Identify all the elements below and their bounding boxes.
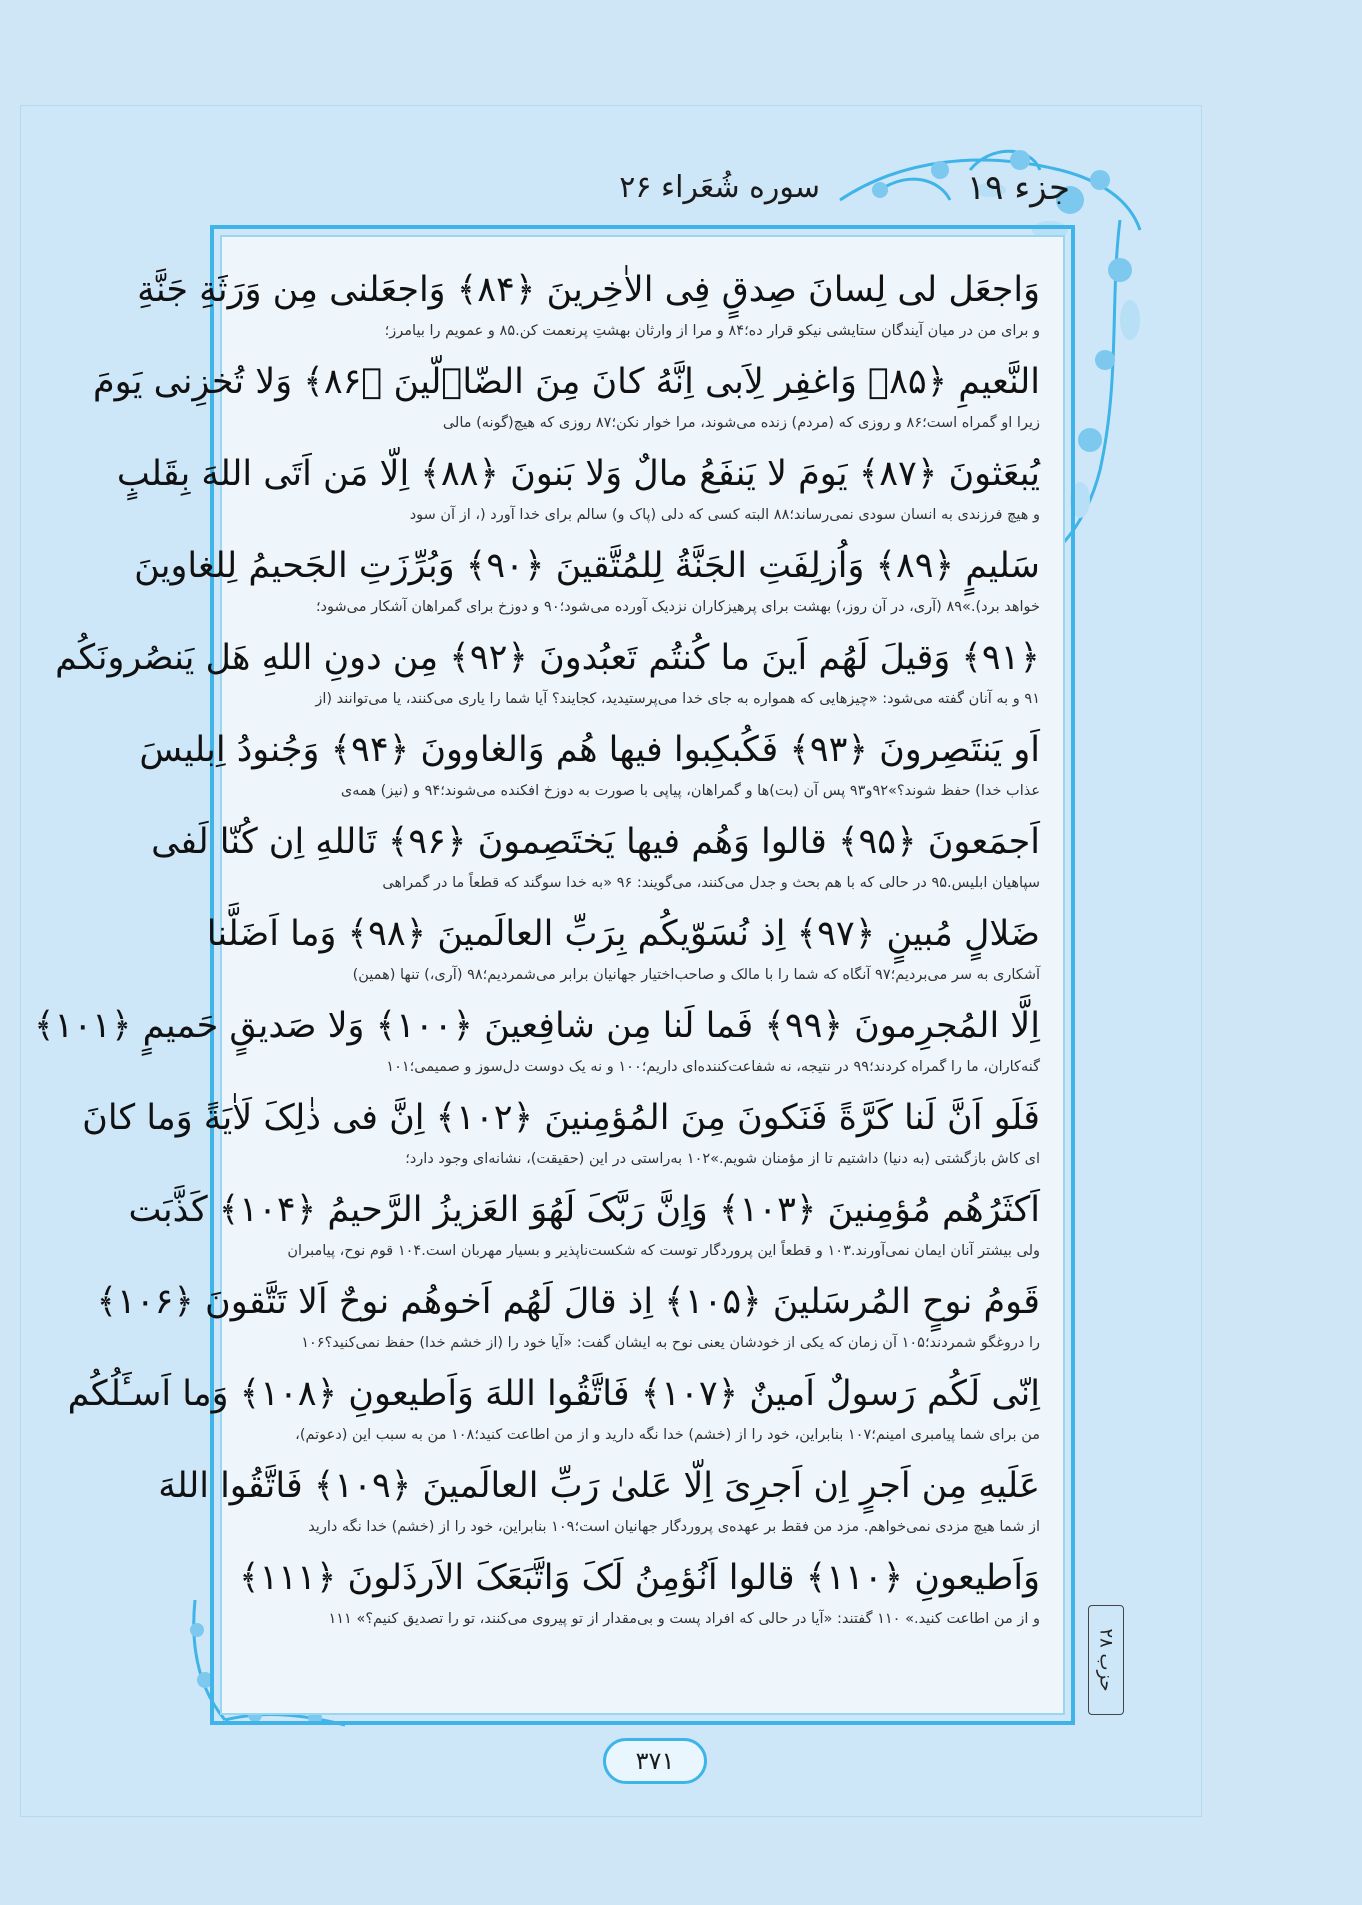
translation-text: ولی بیشتر آنان ایمان نمی‌آورند.۱۰۳ و قطعاً این پروردگار توست که شکست‌ناپذیر و بسیار مهربان است.۱۰۴ قوم نوح، پیامبران (287, 1243, 1040, 1259)
translation-text: را دروغگو شمردند؛۱۰۵ آن زمان که یکی از خودشان یعنی نوح به ایشان گفت: «آیا خود را (از خشم خدا) حفظ نمی‌کنید؟۱۰۶ (301, 1335, 1040, 1351)
verse-line (158, 1458, 1040, 1550)
verse-line (96, 1274, 1040, 1366)
page-number: ۳۷۱ (603, 1738, 707, 1784)
ayah-text: وَاَطیعونِ ﴿۱۱۰﴾ قالوا اَنُؤمِنُ لَکَ وَاتَّبَعَکَ الاَرذَلونَ ﴿۱۱۱﴾ (238, 1558, 1040, 1598)
translation-text: خواهد برد).»۸۹ (آری، در آن روز،) بهشت برای پرهیزکاران نزدیک آورده می‌شود؛۹۰ و دوزخ برای گمراهان آشکار می‌شود؛ (315, 599, 1040, 615)
translation-text: و برای من در میان آیندگان ستایشی نیکو قرار ده؛۸۴ و مرا از وارثان بهشتِ پرنعمت کن.۸۵ و عمویم را بیامرز؛ (384, 323, 1040, 339)
hizb-label: حزب ۲۸ (1095, 1628, 1117, 1692)
quran-text-block (34, 262, 1040, 1642)
translation-text: ای کاش بازگشتی (به دنیا) داشتیم تا از مؤمنان شویم.»۱۰۲ به‌راستی در این (حقیقت)، نشانه‌ای وجود دارد؛ (405, 1151, 1040, 1167)
ayah-text: سَلیمٍ ﴿۸۹﴾ وَاُزلِفَتِ الجَنَّةُ لِلمُتَّقینَ ﴿۹۰﴾ وَبُرِّزَتِ الجَحیمُ لِلغاوینَ (134, 546, 1040, 586)
verse-line (128, 1182, 1040, 1274)
verse-line (93, 354, 1040, 446)
ayah-text: اِنّی لَکُم رَسولٌ اَمینٌ ﴿۱۰۷﴾ فَاتَّقُوا اللهَ وَاَطیعونِ ﴿۱۰۸﴾ وَما اَسـَٔلُکُم (67, 1374, 1040, 1414)
verse-line (67, 1366, 1040, 1458)
verse-line (34, 998, 1040, 1090)
ayah-text: یُبعَثونَ ﴿۸۷﴾ یَومَ لا یَنفَعُ مالٌ وَلا بَنونَ ﴿۸۸﴾ اِلّا مَن اَتَی اللهَ بِقَلبٍ (116, 454, 1040, 494)
ayah-text: اَو یَنتَصِرونَ ﴿۹۳﴾ فَکُبکِبوا فیها هُم وَالغاوونَ ﴿۹۴﴾ وَجُنودُ اِبلیسَ (139, 730, 1040, 770)
translation-text: عذاب خدا) حفظ شوند؟»۹۲و۹۳ پس آن (بت)ها و گمراهان، پیاپی با صورت به دوزخ افکنده می‌شوند؛۹۴ و (نیز) همه‌ی (340, 783, 1040, 799)
translation-text: من برای شما پیامبری امینم؛۱۰۷ بنابراین، خود را از (خشم) خدا نگه دارید و از من اطاعت کنید؛۱۰۸ من به سبب این (دعوتم)، (295, 1427, 1040, 1443)
verse-line (238, 1550, 1040, 1642)
surah-label: سوره شُعَراء ۲۶ (619, 170, 820, 205)
translation-text: و از من اطاعت کنید.» ۱۱۰ گفتند: «آیا در حالی که افراد پست و بی‌مقدار از تو پیروی می‌کنند، تو را تصدیق کنیم؟» ۱۱۱ (328, 1611, 1040, 1627)
hizb-marker (1088, 1605, 1124, 1715)
translation-text: گنه‌کاران، ما را گمراه کردند؛۹۹ در نتیجه، نه شفاعت‌کننده‌ای داریم؛۱۰۰ و نه یک دوست دل‌سوز و صمیمی؛۱۰۱ (386, 1059, 1040, 1075)
ayah-text: اِلَّا المُجرِمونَ ﴿۹۹﴾ فَما لَنا مِن شافِعینَ ﴿۱۰۰﴾ وَلا صَدیقٍ حَمیمٍ ﴿۱۰۱﴾ (34, 1006, 1040, 1046)
verse-line (137, 262, 1040, 354)
verse-line (151, 814, 1040, 906)
ayah-text: فَلَو اَنَّ لَنا کَرَّةً فَنَکونَ مِنَ المُؤمِنینَ ﴿۱۰۲﴾ اِنَّ فی ذٰلِکَ لَاٰیَةً وَما کانَ (82, 1098, 1040, 1138)
verse-line (82, 1090, 1040, 1182)
ayah-text: اَجمَعونَ ﴿۹۵﴾ قالوا وَهُم فیها یَختَصِمونَ ﴿۹۶﴾ تَاللهِ اِن کُنّا لَفی (151, 822, 1040, 862)
translation-text: و هیچ فرزندی به انسان سودی نمی‌رساند؛۸۸ البته کسی که دلی (پاک و) سالم برای خدا آورد (، از آن سود (409, 507, 1040, 523)
ayah-text: النَّعیمِ ﴿۸۵﴾ وَاغفِر لِاَبی اِنَّهُ کانَ مِنَ الضّاۤلّینَ ﴿۸۶﴾ وَلا تُخزِنی یَومَ (93, 362, 1040, 402)
ayah-text: ﴿۹۱﴾ وَقیلَ لَهُم اَینَ ما کُنتُم تَعبُدونَ ﴿۹۲﴾ مِن دونِ اللهِ هَل یَنصُرونَکُم (55, 638, 1040, 678)
ayah-text: اَکثَرُهُم مُؤمِنینَ ﴿۱۰۳﴾ وَاِنَّ رَبَّکَ لَهُوَ العَزیزُ الرَّحیمُ ﴿۱۰۴﴾ کَذَّبَت (128, 1190, 1040, 1230)
translation-text: ۹۱ و به آنان گفته می‌شود: «چیزهایی که همواره به جای خدا می‌پرستیدید، کجایند؟ آیا شما را یاری می‌کنند، یا می‌توانند (از (315, 691, 1040, 707)
translation-text: آشکاری به سر می‌بردیم؛۹۷ آنگاه که شما را با مالک و صاحب‌اختیار جهانیان برابر می‌شمردیم؛۹۸ (آری،) تنها (همین) (352, 967, 1040, 983)
ayah-text: عَلَیهِ مِن اَجرٍ اِن اَجرِیَ اِلّا عَلیٰ رَبِّ العالَمینَ ﴿۱۰۹﴾ فَاتَّقُوا اللهَ (158, 1466, 1040, 1506)
juz-label: جزء ۱۹ (966, 168, 1070, 208)
verse-line (206, 906, 1040, 998)
ayah-text: قَومُ نوحٍ المُرسَلینَ ﴿۱۰۵﴾ اِذ قالَ لَهُم اَخوهُم نوحٌ اَلا تَتَّقونَ ﴿۱۰۶﴾ (96, 1282, 1040, 1322)
translation-text: سپاهیان ابلیس.۹۵ در حالی که با هم بحث و جدل می‌کنند، می‌گویند: ۹۶ «به خدا سوگند که قطعاً ما در گمراهی (382, 875, 1040, 891)
verse-line (139, 722, 1040, 814)
translation-text: زیرا او گمراه است؛۸۶ و روزی که (مردم) زنده می‌شوند، مرا خوار نکن؛۸۷ روزی که هیچ(گونه) مالی (442, 415, 1040, 431)
page-header (260, 168, 1160, 218)
verse-line (55, 630, 1040, 722)
ayah-text: وَاجعَل لی لِسانَ صِدقٍ فِی الاٰخِرینَ ﴿۸۴﴾ وَاجعَلنی مِن وَرَثَةِ جَنَّةِ (137, 270, 1040, 310)
verse-line (134, 538, 1040, 630)
verse-line (116, 446, 1040, 538)
translation-text: از شما هیچ مزدی نمی‌خواهم. مزد من فقط بر عهده‌ی پروردگار جهانیان است؛۱۰۹ بنابراین، خود را از (خشم) خدا نگه دارید (308, 1519, 1040, 1535)
ayah-text: ضَلالٍ مُبینٍ ﴿۹۷﴾ اِذ نُسَوّیکُم بِرَبِّ العالَمینَ ﴿۹۸﴾ وَما اَضَلَّنا (206, 914, 1040, 954)
